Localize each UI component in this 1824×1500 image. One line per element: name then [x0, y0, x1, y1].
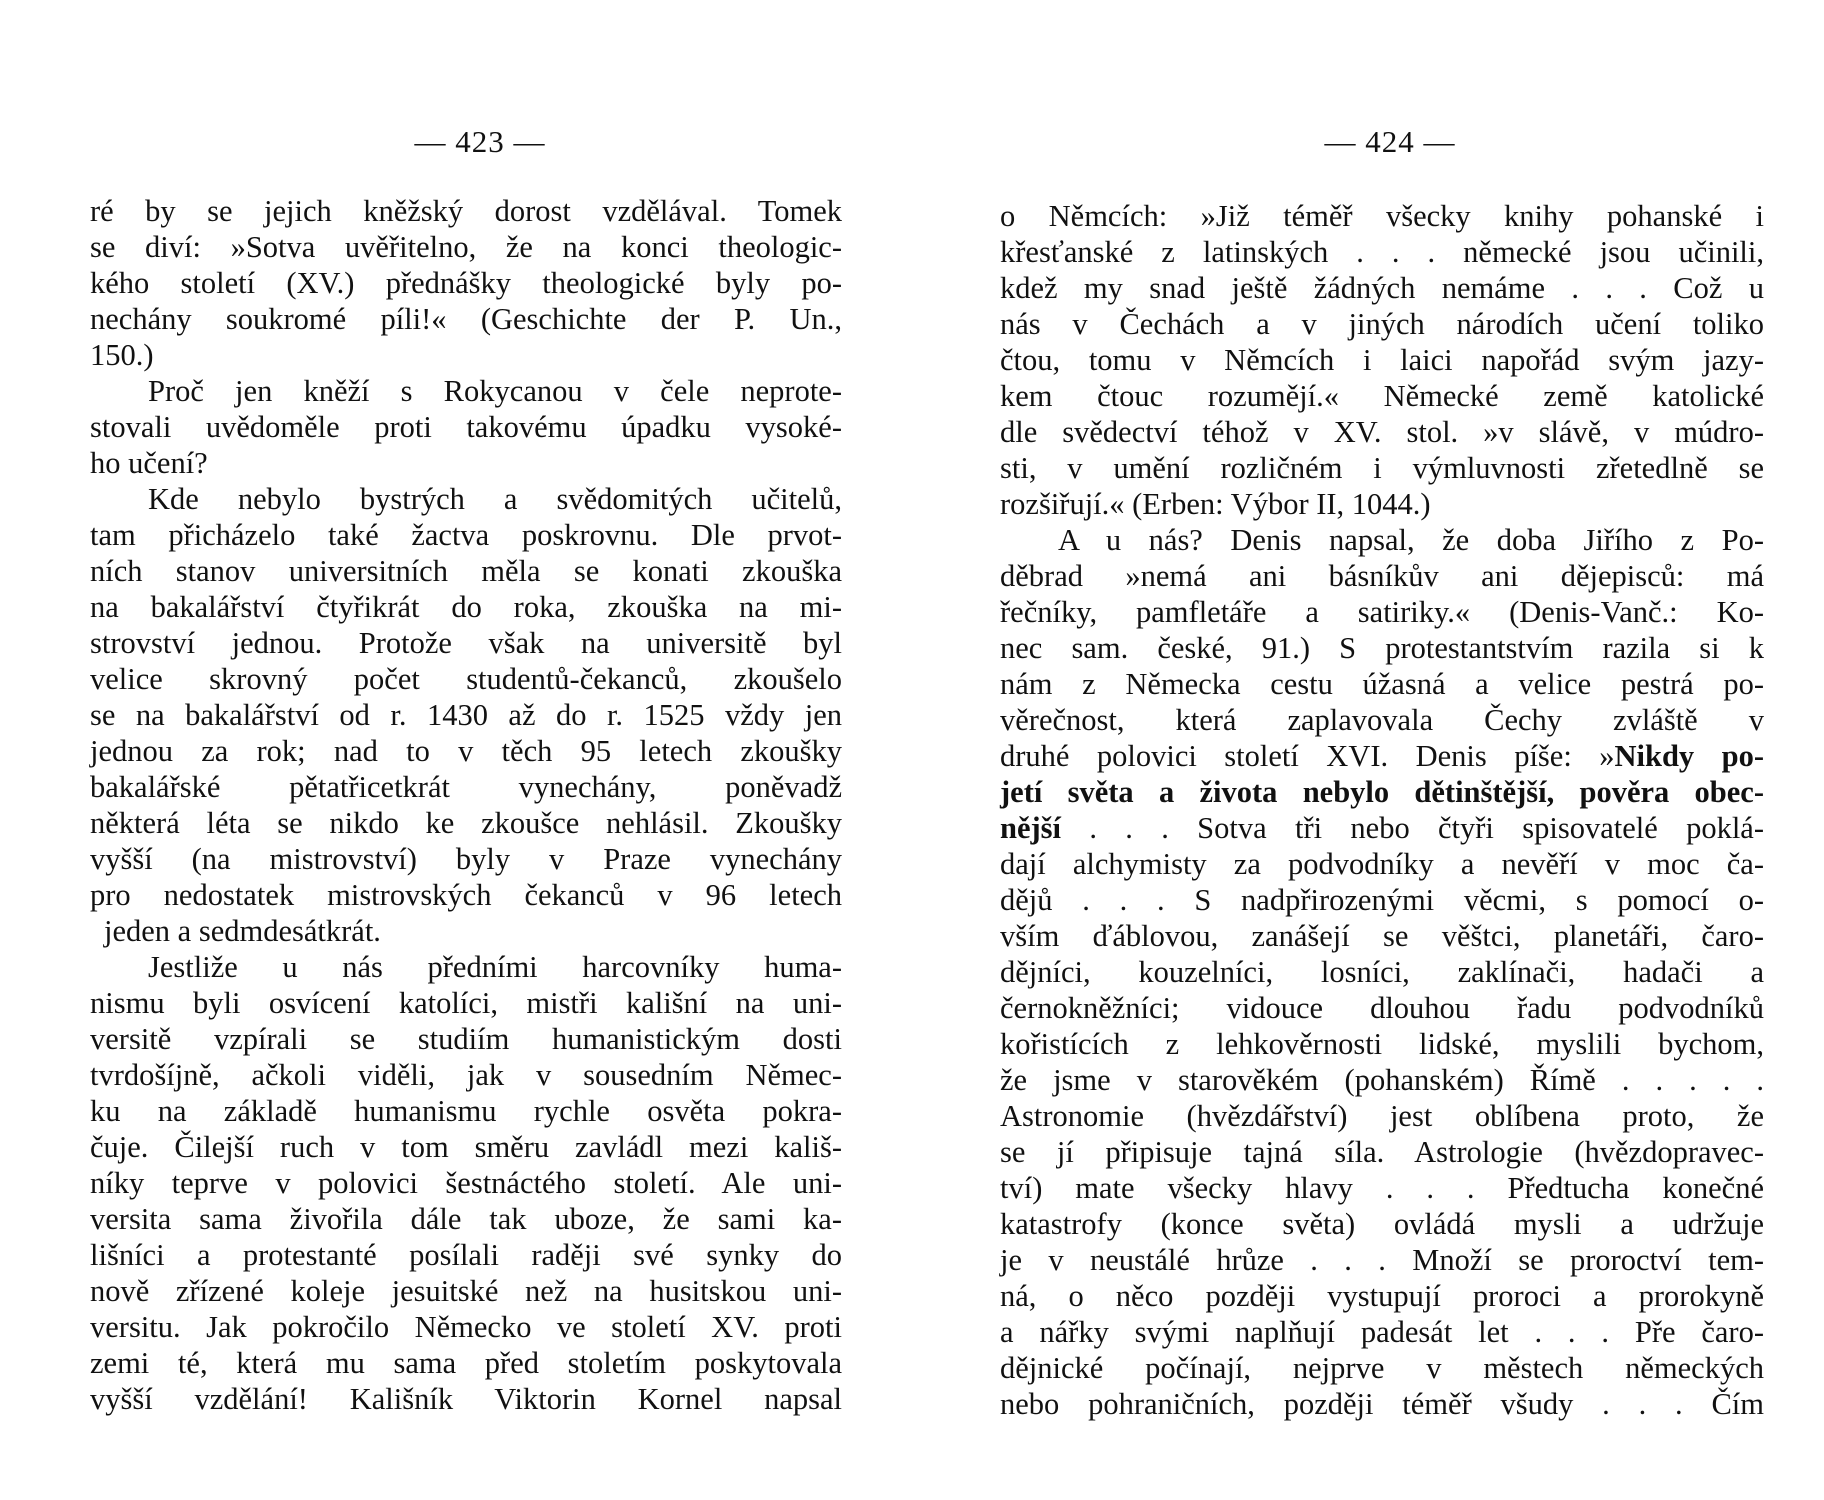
text-line: strovství jednou. Protože však na universitě byl — [90, 626, 842, 660]
page-number-left: — 423 — — [414, 124, 546, 159]
text-line: vyšší vzdělání! Kališník Viktorin Kornel napsal — [90, 1382, 842, 1416]
emphasis-text: nější — [1000, 811, 1061, 845]
text-line: Proč jen kněží s Rokycanou v čele neprote- — [148, 374, 842, 408]
text-line: Jestliže u nás předními harcovníky huma- — [148, 950, 842, 984]
text-line: čtou, tomu v Němcích i laici napořád svým jazy- — [1000, 343, 1764, 377]
text-line: nechány soukromé píli!« (Geschichte der P. Un., — [90, 302, 842, 336]
text-line: 150.) — [90, 338, 154, 372]
text-line: níky teprve v polovici šestnáctého století. Ale uni- — [90, 1166, 842, 1200]
text-line: jeden a sedmdesátkrát. — [104, 914, 381, 948]
text-line: jednou za rok; nad to v těch 95 letech zkoušky — [90, 734, 842, 768]
text-line: lišníci a protestanté posílali raději své synky do — [90, 1238, 842, 1272]
emphasis-text: Nikdy po- — [1614, 739, 1764, 773]
right-page — [1000, 0, 1780, 1500]
text-line: tam přicházelo také žactva poskrovnu. Dle prvot- — [90, 518, 842, 552]
text-line: versitě vzpírali se studiím humanistickým dosti — [90, 1022, 842, 1056]
text-line — [1000, 810, 1764, 846]
text-line: se diví: »Sotva uvěřitelno, že na konci theologic- — [90, 230, 842, 264]
text-line: dějů . . . S nadpřirozenými věcmi, s pomocí o- — [1000, 883, 1764, 917]
text-line: se na bakalářství od r. 1430 až do r. 1525 vždy jen — [90, 698, 842, 732]
text-line: věrečnost, která zaplavovala Čechy zvláště v — [1000, 703, 1764, 737]
text-line: dle svědectví téhož v XV. stol. »v slávě, v múdro- — [1000, 415, 1764, 449]
text-line: Kde nebylo bystrých a svědomitých učitelů, — [148, 482, 842, 516]
text-line: nismu byli osvícení katolíci, mistři kališní na uni- — [90, 986, 842, 1020]
text-line: ních stanov universitních měla se konati zkouška — [90, 554, 842, 588]
text-line: dějníci, kouzelníci, losníci, zaklínači, hadači a — [1000, 955, 1764, 989]
left-page-text — [90, 193, 842, 1417]
text-line: dají alchymisty za podvodníky a nevěří v moc ča- — [1000, 847, 1764, 881]
emphasis-text: jetí světa a života nebylo dětinštější, pověra obec- — [1000, 775, 1764, 809]
text-line-part: druhé polovici století XVI. Denis píše: » — [1000, 739, 1615, 773]
text-line: nec sam. české, 91.) S protestantstvím razila si k — [1000, 631, 1764, 665]
text-line: ré by se jejich kněžský dorost vzdělával. Tomek — [90, 194, 842, 228]
text-line: kdež my snad ještě žádných nemáme . . . Což u — [1000, 271, 1764, 305]
text-line: ná, o něco později vystupují proroci a prorokyně — [1000, 1279, 1764, 1313]
text-line: dějnické počínají, nejprve v městech německých — [1000, 1351, 1764, 1385]
text-line: a nářky svými naplňují padesát let . . . Pře čaro- — [1000, 1315, 1764, 1349]
text-line-part: . . . Sotva tři nebo čtyři spisovatelé poklá- — [1061, 811, 1764, 845]
text-line: katastrofy (konce světa) ovládá mysli a udržuje — [1000, 1207, 1764, 1241]
text-line — [1000, 738, 1764, 774]
page-number-right: — 424 — — [1324, 124, 1456, 159]
text-line: ho učení? — [90, 446, 208, 480]
text-line: A u nás? Denis napsal, že doba Jiřího z Po- — [1058, 523, 1764, 557]
text-line: vším ďáblovou, zanášejí se věštci, planetáři, čaro- — [1000, 919, 1764, 953]
text-line: stovali uvědoměle proti takovému úpadku vysoké- — [90, 410, 842, 444]
text-line: čuje. Čilejší ruch v tom směru zavládl mezi kališ- — [90, 1130, 842, 1164]
right-page-text — [1000, 198, 1764, 1422]
text-line: ku na základě humanismu rychle osvěta pokra- — [90, 1094, 842, 1128]
text-line: kem čtouc rozumějí.« Německé země katolické — [1000, 379, 1764, 413]
text-line: kořistících z lehkověrnosti lidské, myslili bychom, — [1000, 1027, 1764, 1061]
text-line: vyšší (na mistrovství) byly v Praze vynechány — [90, 842, 842, 876]
text-line: že jsme v starověkém (pohanském) Římě . . . . . — [1000, 1063, 1764, 1097]
text-line: rozšiřují.« (Erben: Výbor II, 1044.) — [1000, 487, 1431, 521]
text-line: nebo pohraničních, později téměř všudy . . . Čím — [1000, 1387, 1764, 1421]
left-page — [90, 0, 870, 1500]
text-line: bakalářské pětatřicetkrát vynechány, poněvadž — [90, 770, 842, 804]
text-line: černokněžníci; vidouce dlouhou řadu podvodníků — [1000, 991, 1764, 1025]
text-line: tvrdošíjně, ačkoli viděli, jak v sousedním Němec- — [90, 1058, 842, 1092]
text-line: nám z Německa cestu úžasná a velice pestrá po- — [1000, 667, 1764, 701]
text-line: velice skrovný počet studentů-čekanců, zkoušelo — [90, 662, 842, 696]
text-line: některá léta se nikdo ke zkoušce nehlásil. Zkoušky — [90, 806, 842, 840]
text-line: nově zřízené koleje jesuitské než na husitskou uni- — [90, 1274, 842, 1308]
text-line: kého století (XV.) přednášky theologické byly po- — [90, 266, 842, 300]
text-line: na bakalářství čtyřikrát do roka, zkouška na mi- — [90, 590, 842, 624]
text-line: sti, v umění rozličném i výmluvnosti zřetedlně se — [1000, 451, 1764, 485]
text-line: děbrad »nemá ani básníkův ani dějepisců: má — [1000, 559, 1764, 593]
text-line: nás v Čechách a v jiných národích učení toliko — [1000, 307, 1764, 341]
text-line: Astronomie (hvězdářství) jest oblíbena proto, že — [1000, 1099, 1764, 1133]
text-line: versitu. Jak pokročilo Německo ve století XV. proti — [90, 1310, 842, 1344]
text-line: pro nedostatek mistrovských čekanců v 96 letech — [90, 878, 842, 912]
text-line: křesťanské z latinských . . . německé jsou učinili, — [1000, 235, 1764, 269]
text-line: zemi té, která mu sama před stoletím poskytovala — [90, 1346, 842, 1380]
text-line: se jí připisuje tajná síla. Astrologie (hvězdopravec- — [1000, 1135, 1764, 1169]
text-line: versita sama živořila dále tak uboze, že sami ka- — [90, 1202, 842, 1236]
text-line: je v neustálé hrůze . . . Množí se proroctví tem- — [1000, 1243, 1764, 1277]
text-line: o Němcích: »Již téměř všecky knihy pohanské i — [1000, 199, 1764, 233]
text-line: řečníky, pamfletáře a satiriky.« (Denis-Vanč.: Ko- — [1000, 595, 1764, 629]
text-line: tví) mate všecky hlavy . . . Předtucha konečné — [1000, 1171, 1764, 1205]
